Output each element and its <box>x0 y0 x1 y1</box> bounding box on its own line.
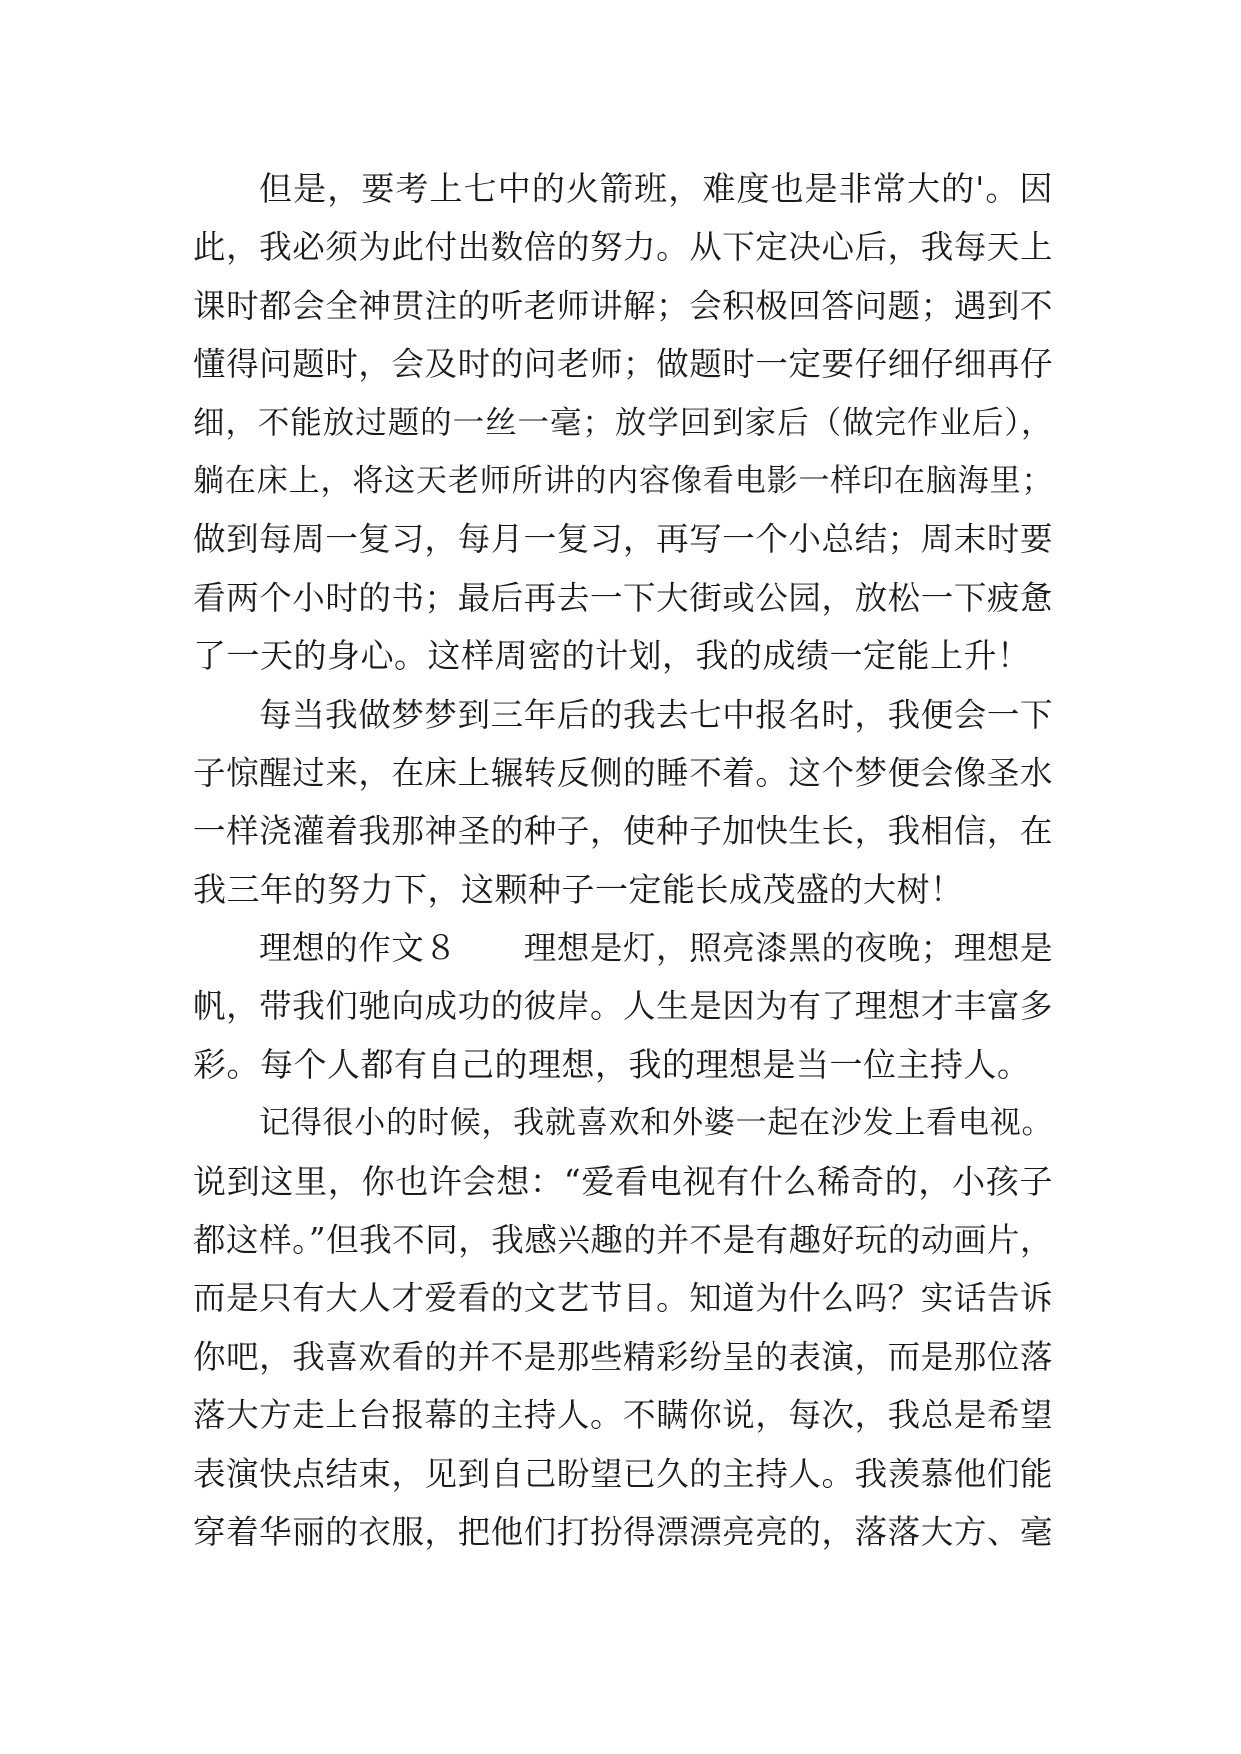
text-line: 彩。每个人都有自己的理想，我的理想是当一位主持人。 <box>193 1044 1031 1084</box>
text-line: 了一天的身心。这样周密的计划，我的成绩一定能上升！ <box>193 636 1031 676</box>
text-line: 说到这里，你也许会想：“爱看电视有什么稀奇的，小孩子 <box>193 1161 1053 1201</box>
text-line: 记得很小的时候，我就喜欢和外婆一起在沙发上看电视。 <box>259 1105 1053 1142</box>
text-line: 穿着华丽的衣服，把他们打扮得漂漂亮亮的，落落大方、毫 <box>193 1512 1053 1551</box>
text-line: 落大方走上台报幕的主持人。不瞒你说，每次，我总是希望 <box>193 1396 1053 1435</box>
text-line: 课时都会全神贯注的听老师讲解；会积极回答问题；遇到不 <box>193 286 1053 325</box>
text-line: 但是，要考上七中的火箭班，难度也是非常大的'。因 <box>259 169 1053 208</box>
text-line: 看两个小时的书；最后再去一下大街或公园，放松一下疲惫 <box>193 578 1053 617</box>
text-line: 表演快点结束，见到自己盼望已久的主持人。我羡慕他们能 <box>193 1454 1053 1493</box>
text-line: 一样浇灌着我那神圣的种子，使种子加快生长，我相信，在 <box>193 812 1053 851</box>
text-line: 每当我做梦梦到三年后的我去七中报名时，我便会一下 <box>259 695 1053 734</box>
text-line: 而是只有大人才爱看的文艺节目。知道为什么吗？实话告诉 <box>193 1279 1053 1318</box>
text-line: 此，我必须为此付出数倍的努力。从下定决心后，我每天上 <box>193 228 1053 267</box>
text-line: 懂得问题时，会及时的问老师；做题时一定要仔细仔细再仔 <box>193 345 1053 384</box>
text-line: 我三年的努力下，这颗种子一定能长成茂盛的大树！ <box>193 869 964 909</box>
text-line: 理想的作文８ 理想是灯，照亮漆黑的夜晚；理想是 <box>259 929 1053 968</box>
text-line: 子惊醒过来，在床上辗转反侧的睡不着。这个梦便会像圣水 <box>193 753 1053 792</box>
text-line: 细，不能放过题的一丝一毫；放学回到家后（做完作业后）， <box>193 404 1053 441</box>
text-line: 都这样。”但我不同，我感兴趣的并不是有趣好玩的动画片， <box>193 1221 1053 1260</box>
text-line: 躺在床上，将这天老师所讲的内容像看电影一样印在脑海里； <box>193 462 1053 499</box>
essay-text-block <box>193 160 1053 1561</box>
text-line: 做到每周一复习，每月一复习，再写一个小总结；周末时要 <box>193 520 1053 559</box>
text-line: 帆，带我们驰向成功的彼岸。人生是因为有了理想才丰富多 <box>193 987 1053 1026</box>
text-line: 你吧，我喜欢看的并不是那些精彩纷呈的表演，而是那位落 <box>193 1337 1053 1376</box>
